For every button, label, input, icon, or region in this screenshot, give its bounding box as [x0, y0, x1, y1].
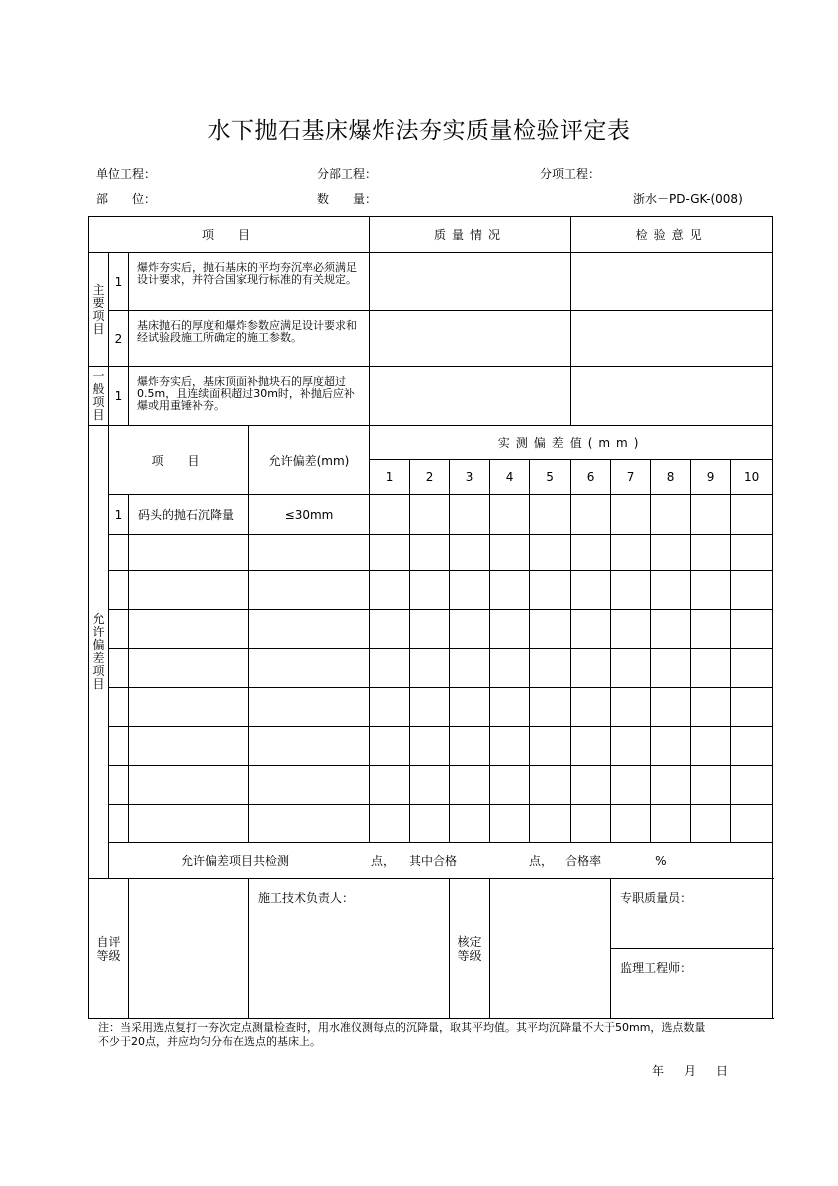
summary-text: 合格率	[565, 854, 602, 868]
footnote: 注：当采用选点复打一夯次定点测量检查时，用水准仪测每点的沉降量，取其平均值。其平均沉降量不大于50mm，选点数量不少于20点，并应均匀分布在选点的基床上。	[98, 1021, 706, 1048]
general-items-label: 一般项目	[89, 367, 109, 426]
tech-lead-label: 施工技术负责人：	[249, 879, 450, 1019]
measure-cell[interactable]	[611, 495, 651, 535]
tolerance-items-label: 允许偏差项目	[89, 426, 109, 879]
summary-text: %	[655, 854, 667, 868]
tolerance-row	[89, 610, 773, 649]
general-item-quality-cell[interactable]	[370, 367, 571, 426]
date-line: 年 月 日	[652, 1064, 733, 1078]
measure-cell[interactable]	[450, 495, 490, 535]
general-item-opinion-cell[interactable]	[571, 367, 773, 426]
measure-cell[interactable]	[490, 495, 530, 535]
measure-col-number: 10	[731, 460, 773, 495]
measure-col-number: 8	[651, 460, 691, 495]
tolerance-row	[89, 727, 773, 766]
measure-cell[interactable]	[410, 495, 450, 535]
tolerance-row	[89, 766, 773, 805]
measure-cell[interactable]	[651, 495, 691, 535]
item-project-label: 分项工程：	[540, 167, 601, 181]
summary-text: 点，	[529, 854, 554, 868]
sub-project-label: 分部工程：	[317, 167, 378, 181]
col-opinion-header: 检验意见	[571, 217, 773, 253]
self-grade-label: 自评等级	[89, 879, 129, 1019]
main-item-text: 基床抛石的厚度和爆炸参数应满足设计要求和经试验段施工所确定的施工参数。	[129, 311, 370, 367]
measure-col-number: 1	[370, 460, 410, 495]
measure-cell[interactable]	[691, 495, 731, 535]
tolerance-row	[89, 805, 773, 843]
general-item-row	[89, 367, 773, 426]
measure-col-number: 9	[691, 460, 731, 495]
main-items-label: 主要项目	[89, 253, 109, 367]
measure-col-number: 5	[530, 460, 571, 495]
quantity-label: 数 量：	[317, 192, 378, 206]
location-label: 部 位：	[96, 192, 157, 206]
tolerance-header-row	[89, 426, 773, 460]
self-grade-cell[interactable]	[129, 879, 249, 1019]
tolerance-row	[89, 649, 773, 688]
tolerance-row-item: 码头的抛石沉降量	[129, 495, 249, 535]
page-title: 水下抛石基床爆炸法夯实质量检验评定表	[207, 118, 631, 144]
main-item-quality-cell[interactable]	[370, 253, 571, 311]
tolerance-row-no: 1	[109, 495, 129, 535]
summary-row	[89, 843, 773, 879]
verify-grade-label: 核定等级	[450, 879, 490, 1019]
verify-grade-cell[interactable]	[490, 879, 611, 1019]
measure-col-number: 3	[450, 460, 490, 495]
summary-text: 允许偏差项目共检测	[181, 854, 290, 868]
main-item-text: 爆炸夯实后，抛石基床的平均夯沉率必须满足设计要求，并符合国家现行标准的有关规定。	[129, 253, 370, 311]
general-item-text: 爆炸夯实后，基床顶面补抛块石的厚度超过0.5m，且连续面积超过30m时，补抛后应补爆或用重锤补夯。	[129, 367, 370, 426]
col-item-header: 项 目	[89, 217, 370, 253]
measure-col-number: 4	[490, 460, 530, 495]
summary-text: 其中合格	[409, 854, 458, 868]
tolerance-row	[89, 688, 773, 727]
main-item-no: 2	[109, 311, 129, 367]
tolerance-row	[89, 495, 773, 535]
main-item-row	[89, 311, 773, 367]
measure-col-number: 6	[571, 460, 611, 495]
quality-officer-label: 专职质量员：	[611, 879, 773, 949]
tol-col-measured-header: 实测偏差值(mm)	[370, 426, 773, 460]
summary-text: 点，	[371, 854, 396, 868]
tolerance-row	[89, 571, 773, 610]
signature-row	[89, 879, 773, 949]
tolerance-row-allow: ≤30mm	[249, 495, 370, 535]
measure-col-number: 7	[611, 460, 651, 495]
measure-cell[interactable]	[571, 495, 611, 535]
main-item-no: 1	[109, 253, 129, 311]
tol-col-item-header: 项 目	[109, 426, 249, 495]
measure-cell[interactable]	[370, 495, 410, 535]
form-code: 浙水－PD-GK-(008)	[633, 192, 743, 206]
main-item-quality-cell[interactable]	[370, 311, 571, 367]
measure-col-number: 2	[410, 460, 450, 495]
main-item-row	[89, 253, 773, 311]
main-header-row	[89, 217, 773, 253]
tolerance-row	[89, 535, 773, 571]
main-item-opinion-cell[interactable]	[571, 311, 773, 367]
unit-project-label: 单位工程：	[96, 167, 157, 181]
general-item-no: 1	[109, 367, 129, 426]
tol-col-allow-header: 允许偏差(mm)	[249, 426, 370, 495]
summary-cell	[109, 843, 773, 879]
supervisor-label: 监理工程师：	[611, 949, 773, 1019]
col-quality-header: 质量情况	[370, 217, 571, 253]
main-item-opinion-cell[interactable]	[571, 253, 773, 311]
inspection-table	[88, 216, 773, 1019]
measure-cell[interactable]	[530, 495, 571, 535]
measure-cell[interactable]	[731, 495, 773, 535]
